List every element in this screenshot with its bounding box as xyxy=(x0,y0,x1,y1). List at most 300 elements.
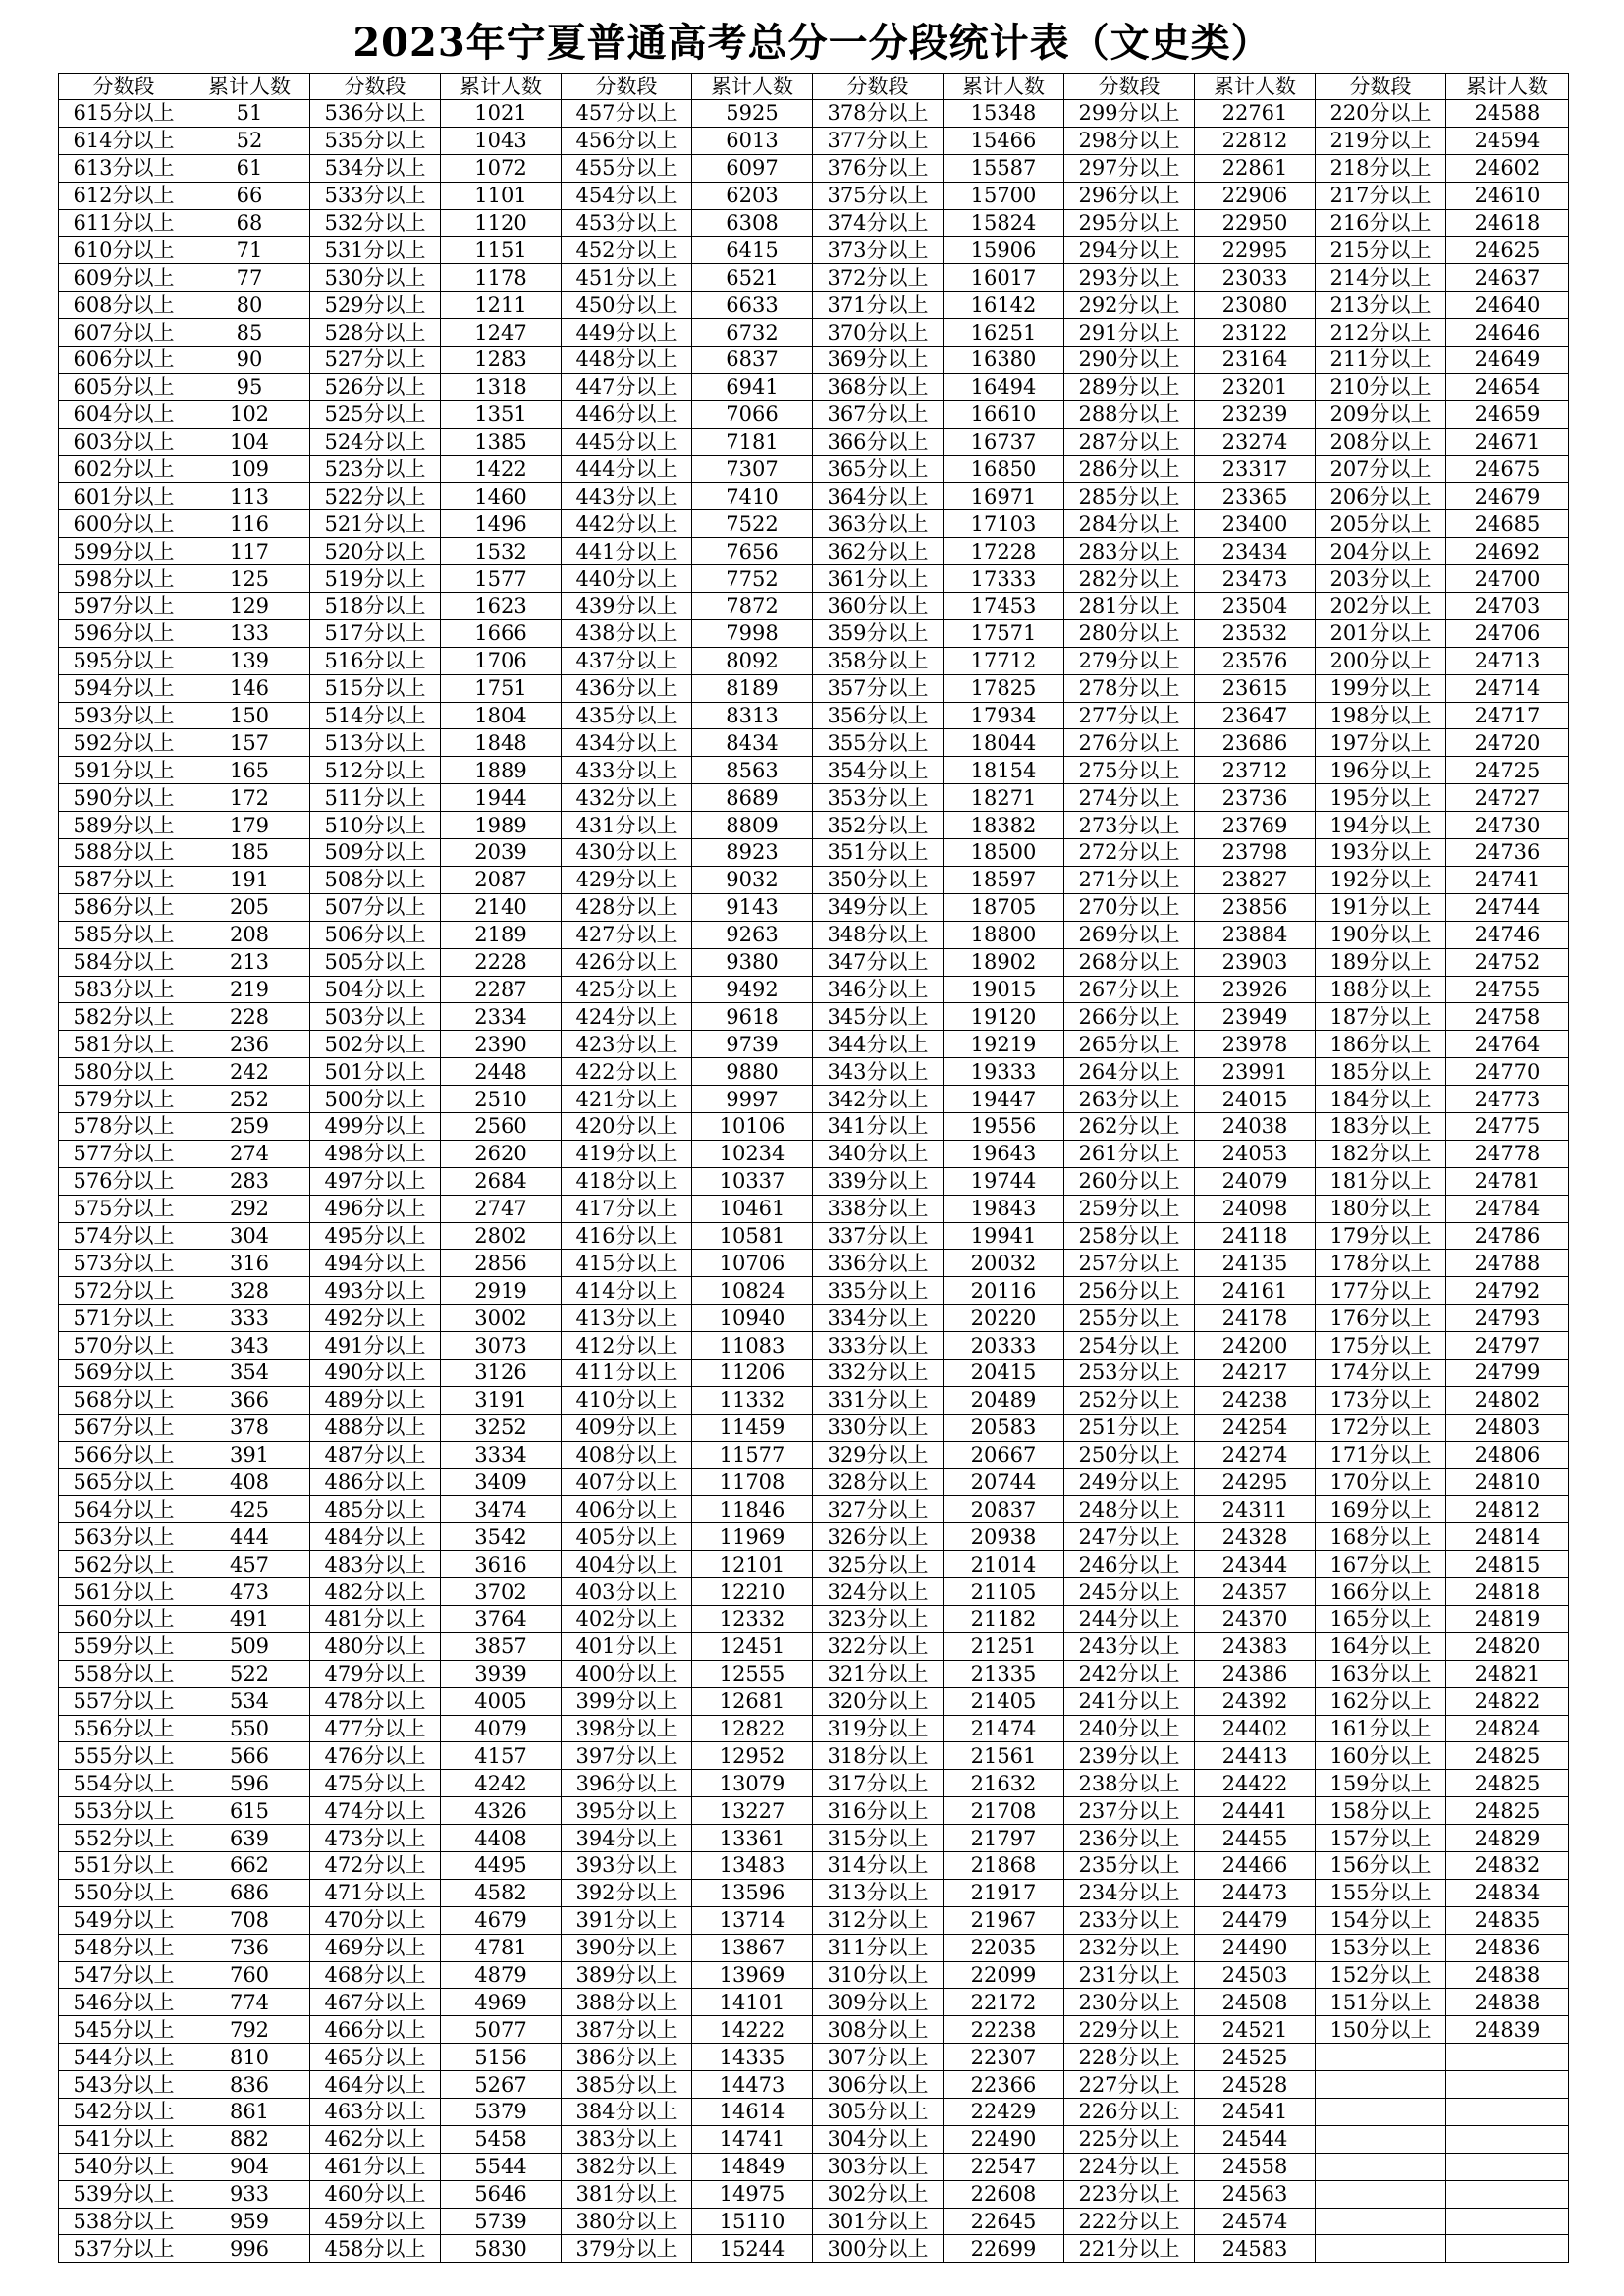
cumulative-count-cell: 2334 xyxy=(441,1003,562,1031)
cumulative-count-cell: 15824 xyxy=(944,209,1064,237)
cumulative-count-cell: 20667 xyxy=(944,1441,1064,1468)
table-row xyxy=(59,1742,1569,1770)
table-body xyxy=(59,100,1569,2263)
cumulative-count-cell: 157 xyxy=(189,729,310,757)
score-band-cell: 575分以上 xyxy=(59,1195,189,1222)
score-band-cell: 348分以上 xyxy=(813,921,944,948)
score-band-cell: 245分以上 xyxy=(1064,1578,1195,1606)
score-band-cell: 339分以上 xyxy=(813,1167,944,1195)
score-band-cell: 511分以上 xyxy=(310,784,441,812)
cumulative-count-cell: 24521 xyxy=(1195,2016,1316,2044)
score-band-cell: 527分以上 xyxy=(310,347,441,374)
cumulative-count-cell: 24200 xyxy=(1195,1332,1316,1360)
score-band-cell: 384分以上 xyxy=(562,2099,692,2126)
score-band-cell: 508分以上 xyxy=(310,866,441,893)
cumulative-count-cell: 15466 xyxy=(944,127,1064,154)
cumulative-count-cell: 6415 xyxy=(692,237,813,264)
score-band-cell: 380分以上 xyxy=(562,2208,692,2235)
score-band-cell: 539分以上 xyxy=(59,2180,189,2208)
score-band-cell: 570分以上 xyxy=(59,1332,189,1360)
cumulative-count-cell: 125 xyxy=(189,565,310,593)
cumulative-count-cell: 24311 xyxy=(1195,1496,1316,1523)
cumulative-count-cell: 904 xyxy=(189,2153,310,2180)
score-band-cell: 534分以上 xyxy=(310,154,441,182)
cumulative-count-cell: 9380 xyxy=(692,948,813,976)
table-row xyxy=(59,1441,1569,1468)
cumulative-count-cell: 23926 xyxy=(1195,976,1316,1003)
cumulative-count-cell: 19843 xyxy=(944,1195,1064,1222)
score-band-cell: 357分以上 xyxy=(813,674,944,702)
table-row xyxy=(59,1660,1569,1687)
score-band-cell: 545分以上 xyxy=(59,2016,189,2044)
cumulative-count-cell: 24441 xyxy=(1195,1797,1316,1825)
cumulative-count-cell: 24714 xyxy=(1446,674,1569,702)
cumulative-count-cell: 24839 xyxy=(1446,2016,1569,2044)
cumulative-count-cell: 8092 xyxy=(692,647,813,674)
cumulative-count-cell: 4781 xyxy=(441,1934,562,1961)
cumulative-count-cell: 24755 xyxy=(1446,976,1569,1003)
score-band-cell: 365分以上 xyxy=(813,455,944,483)
cumulative-count-cell: 24803 xyxy=(1446,1414,1569,1441)
cumulative-count-cell: 2287 xyxy=(441,976,562,1003)
cumulative-count-cell: 80 xyxy=(189,292,310,319)
cumulative-count-cell: 14614 xyxy=(692,2099,813,2126)
score-band-cell: 567分以上 xyxy=(59,1414,189,1441)
score-band-cell: 442分以上 xyxy=(562,510,692,538)
cumulative-count-cell: 2684 xyxy=(441,1167,562,1195)
cumulative-count-cell: 21797 xyxy=(944,1825,1064,1852)
cumulative-count-cell: 1351 xyxy=(441,400,562,428)
score-band-cell: 225分以上 xyxy=(1064,2125,1195,2153)
cumulative-count-cell: 23434 xyxy=(1195,538,1316,565)
cumulative-count-cell: 4005 xyxy=(441,1687,562,1715)
cumulative-count-cell: 3126 xyxy=(441,1359,562,1386)
cumulative-count-cell: 24618 xyxy=(1446,209,1569,237)
score-band-cell: 438分以上 xyxy=(562,619,692,647)
score-band-cell: 191分以上 xyxy=(1316,893,1446,921)
score-band-cell: 283分以上 xyxy=(1064,538,1195,565)
score-band-cell: 168分以上 xyxy=(1316,1523,1446,1551)
cumulative-count-cell xyxy=(1446,2153,1569,2180)
cumulative-count-cell: 9739 xyxy=(692,1031,813,1058)
cumulative-count-cell: 2802 xyxy=(441,1222,562,1250)
score-band-cell: 181分以上 xyxy=(1316,1167,1446,1195)
cumulative-count-cell: 23080 xyxy=(1195,292,1316,319)
cumulative-count-cell: 23317 xyxy=(1195,455,1316,483)
score-band-cell: 157分以上 xyxy=(1316,1825,1446,1852)
cumulative-count-cell: 24254 xyxy=(1195,1414,1316,1441)
score-band-cell: 516分以上 xyxy=(310,647,441,674)
cumulative-count-cell: 686 xyxy=(189,1879,310,1906)
score-band-cell: 582分以上 xyxy=(59,1003,189,1031)
score-band-cell: 420分以上 xyxy=(562,1112,692,1140)
cumulative-count-cell: 24788 xyxy=(1446,1250,1569,1277)
cumulative-count-cell: 23504 xyxy=(1195,593,1316,620)
cumulative-count-cell: 16737 xyxy=(944,428,1064,455)
score-band-cell: 599分以上 xyxy=(59,538,189,565)
cumulative-count-cell: 354 xyxy=(189,1359,310,1386)
score-band-cell: 379分以上 xyxy=(562,2235,692,2263)
cumulative-count-cell: 7656 xyxy=(692,538,813,565)
cumulative-count-cell: 24654 xyxy=(1446,373,1569,400)
score-band-cell: 395分以上 xyxy=(562,1797,692,1825)
cumulative-count-cell: 1247 xyxy=(441,319,562,347)
cumulative-count-cell: 5646 xyxy=(441,2180,562,2208)
cumulative-count-cell: 24725 xyxy=(1446,757,1569,784)
score-band-cell: 417分以上 xyxy=(562,1195,692,1222)
score-band-cell: 613分以上 xyxy=(59,154,189,182)
table-row xyxy=(59,319,1569,347)
table-row xyxy=(59,400,1569,428)
score-band-cell: 460分以上 xyxy=(310,2180,441,2208)
cumulative-count-cell: 882 xyxy=(189,2125,310,2153)
score-band-cell: 581分以上 xyxy=(59,1031,189,1058)
cumulative-count-cell: 9997 xyxy=(692,1086,813,1113)
column-header-score-band: 分数段 xyxy=(1316,74,1446,100)
cumulative-count-cell: 425 xyxy=(189,1496,310,1523)
score-band-cell: 199分以上 xyxy=(1316,674,1446,702)
cumulative-count-cell xyxy=(1446,2235,1569,2263)
score-band-cell: 561分以上 xyxy=(59,1578,189,1606)
table-row xyxy=(59,784,1569,812)
cumulative-count-cell: 23473 xyxy=(1195,565,1316,593)
cumulative-count-cell: 24720 xyxy=(1446,729,1569,757)
score-band-cell: 497分以上 xyxy=(310,1167,441,1195)
cumulative-count-cell: 11083 xyxy=(692,1332,813,1360)
score-band-cell xyxy=(1316,2071,1446,2099)
table-row xyxy=(59,1386,1569,1414)
score-band-cell: 252分以上 xyxy=(1064,1386,1195,1414)
score-band-cell: 478分以上 xyxy=(310,1687,441,1715)
score-band-cell: 387分以上 xyxy=(562,2016,692,2044)
score-band-cell: 400分以上 xyxy=(562,1660,692,1687)
score-band-cell: 580分以上 xyxy=(59,1058,189,1086)
score-band-cell: 329分以上 xyxy=(813,1441,944,1468)
cumulative-count-cell: 2228 xyxy=(441,948,562,976)
table-row xyxy=(59,2208,1569,2235)
cumulative-count-cell: 24703 xyxy=(1446,593,1569,620)
score-band-cell: 322分以上 xyxy=(813,1632,944,1660)
score-band-cell: 246分以上 xyxy=(1064,1551,1195,1578)
cumulative-count-cell: 23033 xyxy=(1195,264,1316,292)
score-band-cell: 551分以上 xyxy=(59,1852,189,1880)
cumulative-count-cell: 23274 xyxy=(1195,428,1316,455)
cumulative-count-cell: 5925 xyxy=(692,100,813,128)
score-band-cell: 359分以上 xyxy=(813,619,944,647)
cumulative-count-cell: 21405 xyxy=(944,1687,1064,1715)
cumulative-count-cell: 6941 xyxy=(692,373,813,400)
score-band-cell: 528分以上 xyxy=(310,319,441,347)
score-band-cell: 602分以上 xyxy=(59,455,189,483)
table-row xyxy=(59,1715,1569,1742)
cumulative-count-cell: 9032 xyxy=(692,866,813,893)
cumulative-count-cell xyxy=(1446,2071,1569,2099)
score-band-cell: 273分以上 xyxy=(1064,812,1195,839)
score-band-cell: 321分以上 xyxy=(813,1660,944,1687)
cumulative-count-cell: 10106 xyxy=(692,1112,813,1140)
cumulative-count-cell: 22906 xyxy=(1195,182,1316,209)
cumulative-count-cell: 12451 xyxy=(692,1632,813,1660)
score-band-cell: 391分以上 xyxy=(562,1906,692,1934)
cumulative-count-cell: 24758 xyxy=(1446,1003,1569,1031)
table-row xyxy=(59,2235,1569,2263)
score-band-cell: 398分以上 xyxy=(562,1715,692,1742)
cumulative-count-cell: 4326 xyxy=(441,1797,562,1825)
cumulative-count-cell: 13227 xyxy=(692,1797,813,1825)
score-band-cell: 308分以上 xyxy=(813,2016,944,2044)
score-band-cell: 469分以上 xyxy=(310,1934,441,1961)
score-band-cell: 444分以上 xyxy=(562,455,692,483)
score-band-cell: 289分以上 xyxy=(1064,373,1195,400)
cumulative-count-cell: 3409 xyxy=(441,1468,562,1496)
table-row xyxy=(59,1879,1569,1906)
cumulative-count-cell: 3616 xyxy=(441,1551,562,1578)
score-band-cell: 240分以上 xyxy=(1064,1715,1195,1742)
score-band-cell: 237分以上 xyxy=(1064,1797,1195,1825)
score-band-cell: 182分以上 xyxy=(1316,1140,1446,1167)
cumulative-count-cell: 4969 xyxy=(441,1989,562,2016)
score-band-cell: 586分以上 xyxy=(59,893,189,921)
score-band-cell: 371分以上 xyxy=(813,292,944,319)
score-band-cell: 401分以上 xyxy=(562,1632,692,1660)
cumulative-count-cell: 15906 xyxy=(944,237,1064,264)
score-band-cell: 404分以上 xyxy=(562,1551,692,1578)
score-band-cell: 370分以上 xyxy=(813,319,944,347)
cumulative-count-cell: 24824 xyxy=(1446,1715,1569,1742)
score-band-cell: 203分以上 xyxy=(1316,565,1446,593)
score-band-cell: 167分以上 xyxy=(1316,1551,1446,1578)
cumulative-count-cell: 18500 xyxy=(944,839,1064,867)
score-band-cell: 374分以上 xyxy=(813,209,944,237)
score-band-cell: 590分以上 xyxy=(59,784,189,812)
cumulative-count-cell: 4879 xyxy=(441,1961,562,1989)
column-header-cumulative-count: 累计人数 xyxy=(692,74,813,100)
cumulative-count-cell: 205 xyxy=(189,893,310,921)
score-band-cell: 206分以上 xyxy=(1316,483,1446,510)
score-band-cell: 169分以上 xyxy=(1316,1496,1446,1523)
cumulative-count-cell: 24574 xyxy=(1195,2208,1316,2235)
cumulative-count-cell: 17453 xyxy=(944,593,1064,620)
score-band-cell: 333分以上 xyxy=(813,1332,944,1360)
score-band-cell: 232分以上 xyxy=(1064,1934,1195,1961)
cumulative-count-cell: 24583 xyxy=(1195,2235,1316,2263)
score-band-cell: 233分以上 xyxy=(1064,1906,1195,1934)
cumulative-count-cell: 24825 xyxy=(1446,1742,1569,1770)
score-band-cell: 367分以上 xyxy=(813,400,944,428)
cumulative-count-cell: 15587 xyxy=(944,154,1064,182)
cumulative-count-cell: 4242 xyxy=(441,1770,562,1797)
score-band-cell: 464分以上 xyxy=(310,2071,441,2099)
cumulative-count-cell: 328 xyxy=(189,1277,310,1305)
cumulative-count-cell: 10706 xyxy=(692,1250,813,1277)
score-band-cell: 555分以上 xyxy=(59,1742,189,1770)
cumulative-count-cell: 21967 xyxy=(944,1906,1064,1934)
cumulative-count-cell: 21474 xyxy=(944,1715,1064,1742)
table-row xyxy=(59,264,1569,292)
score-band-cell: 535分以上 xyxy=(310,127,441,154)
score-band-cell: 163分以上 xyxy=(1316,1660,1446,1687)
score-band-cell: 386分以上 xyxy=(562,2044,692,2071)
cumulative-count-cell: 12952 xyxy=(692,1742,813,1770)
cumulative-count-cell: 3191 xyxy=(441,1386,562,1414)
score-band-cell: 608分以上 xyxy=(59,292,189,319)
score-band-cell: 485分以上 xyxy=(310,1496,441,1523)
cumulative-count-cell: 24646 xyxy=(1446,319,1569,347)
cumulative-count-cell: 17712 xyxy=(944,647,1064,674)
score-band-cell: 291分以上 xyxy=(1064,319,1195,347)
score-band-cell: 377分以上 xyxy=(813,127,944,154)
score-band-cell: 307分以上 xyxy=(813,2044,944,2071)
score-band-cell: 362分以上 xyxy=(813,538,944,565)
cumulative-count-cell: 24118 xyxy=(1195,1222,1316,1250)
cumulative-count-cell: 90 xyxy=(189,347,310,374)
cumulative-count-cell: 8809 xyxy=(692,812,813,839)
table-row xyxy=(59,2153,1569,2180)
score-band-cell: 288分以上 xyxy=(1064,400,1195,428)
cumulative-count-cell: 1532 xyxy=(441,538,562,565)
score-band-cell: 392分以上 xyxy=(562,1879,692,1906)
cumulative-count-cell: 21335 xyxy=(944,1660,1064,1687)
score-band-cell: 389分以上 xyxy=(562,1961,692,1989)
cumulative-count-cell: 21182 xyxy=(944,1605,1064,1632)
score-band-cell: 162分以上 xyxy=(1316,1687,1446,1715)
score-band-cell: 360分以上 xyxy=(813,593,944,620)
cumulative-count-cell: 14473 xyxy=(692,2071,813,2099)
score-band-cell: 543分以上 xyxy=(59,2071,189,2099)
cumulative-count-cell: 20415 xyxy=(944,1359,1064,1386)
cumulative-count-cell: 4679 xyxy=(441,1906,562,1934)
cumulative-count-cell: 18902 xyxy=(944,948,1064,976)
cumulative-count-cell: 378 xyxy=(189,1414,310,1441)
cumulative-count-cell: 4079 xyxy=(441,1715,562,1742)
score-band-cell: 192分以上 xyxy=(1316,866,1446,893)
score-band-cell: 416分以上 xyxy=(562,1222,692,1250)
score-band-cell: 201分以上 xyxy=(1316,619,1446,647)
cumulative-count-cell: 17571 xyxy=(944,619,1064,647)
cumulative-count-cell: 24038 xyxy=(1195,1112,1316,1140)
cumulative-count-cell: 150 xyxy=(189,702,310,729)
score-band-cell: 238分以上 xyxy=(1064,1770,1195,1797)
cumulative-count-cell: 213 xyxy=(189,948,310,976)
score-band-cell: 327分以上 xyxy=(813,1496,944,1523)
cumulative-count-cell: 23239 xyxy=(1195,400,1316,428)
score-band-cell: 538分以上 xyxy=(59,2208,189,2235)
cumulative-count-cell: 24825 xyxy=(1446,1770,1569,1797)
score-band-cell: 402分以上 xyxy=(562,1605,692,1632)
score-band-cell: 315分以上 xyxy=(813,1825,944,1852)
cumulative-count-cell: 24659 xyxy=(1446,400,1569,428)
score-band-cell xyxy=(1316,2125,1446,2153)
cumulative-count-cell: 836 xyxy=(189,2071,310,2099)
cumulative-count-cell: 20744 xyxy=(944,1468,1064,1496)
score-band-cell: 241分以上 xyxy=(1064,1687,1195,1715)
cumulative-count-cell: 24741 xyxy=(1446,866,1569,893)
score-band-cell: 328分以上 xyxy=(813,1468,944,1496)
cumulative-count-cell: 24178 xyxy=(1195,1305,1316,1332)
score-band-cell: 572分以上 xyxy=(59,1277,189,1305)
score-band-cell: 529分以上 xyxy=(310,292,441,319)
cumulative-count-cell: 3939 xyxy=(441,1660,562,1687)
table-row xyxy=(59,1250,1569,1277)
score-band-cell: 209分以上 xyxy=(1316,400,1446,428)
score-band-cell: 426分以上 xyxy=(562,948,692,976)
cumulative-count-cell: 17228 xyxy=(944,538,1064,565)
score-band-cell: 519分以上 xyxy=(310,565,441,593)
cumulative-count-cell: 473 xyxy=(189,1578,310,1606)
cumulative-count-cell xyxy=(1446,2044,1569,2071)
column-header-score-band: 分数段 xyxy=(813,74,944,100)
cumulative-count-cell: 24544 xyxy=(1195,2125,1316,2153)
table-row xyxy=(59,565,1569,593)
cumulative-count-cell: 24793 xyxy=(1446,1305,1569,1332)
score-band-cell: 568分以上 xyxy=(59,1386,189,1414)
score-band-cell: 415分以上 xyxy=(562,1250,692,1277)
score-band-cell: 432分以上 xyxy=(562,784,692,812)
score-band-cell: 277分以上 xyxy=(1064,702,1195,729)
cumulative-count-cell: 24832 xyxy=(1446,1852,1569,1880)
score-band-cell: 475分以上 xyxy=(310,1770,441,1797)
cumulative-count-cell: 21014 xyxy=(944,1551,1064,1578)
cumulative-count-cell: 24820 xyxy=(1446,1632,1569,1660)
cumulative-count-cell: 24402 xyxy=(1195,1715,1316,1742)
score-band-cell: 493分以上 xyxy=(310,1277,441,1305)
cumulative-count-cell: 5077 xyxy=(441,2016,562,2044)
score-band-cell: 216分以上 xyxy=(1316,209,1446,237)
cumulative-count-cell: 22995 xyxy=(1195,237,1316,264)
cumulative-count-cell: 22812 xyxy=(1195,127,1316,154)
score-band-cell: 439分以上 xyxy=(562,593,692,620)
score-band-cell: 313分以上 xyxy=(813,1879,944,1906)
score-band-cell: 430分以上 xyxy=(562,839,692,867)
score-band-cell: 612分以上 xyxy=(59,182,189,209)
cumulative-count-cell: 24098 xyxy=(1195,1195,1316,1222)
score-band-cell: 560分以上 xyxy=(59,1605,189,1632)
score-band-cell: 513分以上 xyxy=(310,729,441,757)
score-band-cell: 502分以上 xyxy=(310,1031,441,1058)
cumulative-count-cell: 116 xyxy=(189,510,310,538)
score-band-cell: 498分以上 xyxy=(310,1140,441,1167)
cumulative-count-cell: 24778 xyxy=(1446,1140,1569,1167)
score-band-cell: 495分以上 xyxy=(310,1222,441,1250)
score-band-cell: 195分以上 xyxy=(1316,784,1446,812)
score-band-cell: 446分以上 xyxy=(562,400,692,428)
score-band-cell: 219分以上 xyxy=(1316,127,1446,154)
cumulative-count-cell: 23991 xyxy=(1195,1058,1316,1086)
cumulative-count-cell: 12210 xyxy=(692,1578,813,1606)
cumulative-count-cell: 20116 xyxy=(944,1277,1064,1305)
cumulative-count-cell: 15700 xyxy=(944,182,1064,209)
table-row xyxy=(59,2125,1569,2153)
score-band-cell: 259分以上 xyxy=(1064,1195,1195,1222)
table-row xyxy=(59,1825,1569,1852)
cumulative-count-cell: 18800 xyxy=(944,921,1064,948)
cumulative-count-cell: 9880 xyxy=(692,1058,813,1086)
cumulative-count-cell: 77 xyxy=(189,264,310,292)
cumulative-count-cell: 23647 xyxy=(1195,702,1316,729)
cumulative-count-cell: 6837 xyxy=(692,347,813,374)
score-band-cell: 166分以上 xyxy=(1316,1578,1446,1606)
score-band-cell: 410分以上 xyxy=(562,1386,692,1414)
table-row xyxy=(59,428,1569,455)
cumulative-count-cell: 172 xyxy=(189,784,310,812)
score-band-cell: 505分以上 xyxy=(310,948,441,976)
table-row xyxy=(59,237,1569,264)
cumulative-count-cell: 10461 xyxy=(692,1195,813,1222)
score-band-cell: 174分以上 xyxy=(1316,1359,1446,1386)
score-band-cell: 279分以上 xyxy=(1064,647,1195,674)
score-band-cell: 247分以上 xyxy=(1064,1523,1195,1551)
table-row xyxy=(59,209,1569,237)
